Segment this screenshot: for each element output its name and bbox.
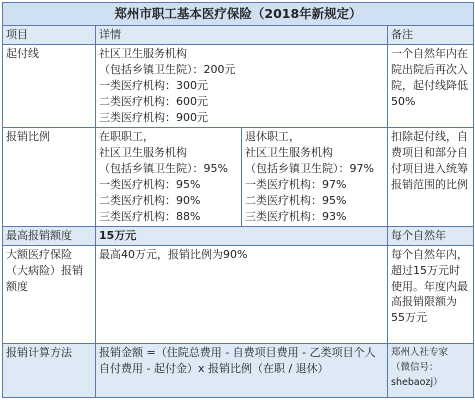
reimbursement-retired: [242, 128, 388, 227]
deductible-line: 三类医疗机构：900元: [99, 110, 208, 124]
employed-line: 三类医疗机构：88%: [99, 209, 201, 223]
retired-line: （包括乡镇卫生院）：97%: [245, 161, 374, 175]
max-limit-note: 每个自然年: [388, 226, 474, 245]
reimbursement-note: 扣除起付线，自费项目和部分自付项目进入统筹报销范围的比例: [388, 128, 474, 227]
retired-line: 二类医疗机构：95%: [245, 193, 347, 207]
deductible-line: 社区卫生服务机构: [99, 47, 187, 61]
retired-line: 一类医疗机构：97%: [245, 177, 347, 191]
retired-line: 社区卫生服务机构: [245, 146, 333, 159]
deductible-line: （包括乡镇卫生院）：200元: [99, 63, 236, 76]
major-illness-label: 大额医疗保险（大病险）报销额度: [3, 245, 96, 343]
table-title: 郑州市职工基本医疗保险（2018年新规定）: [3, 3, 474, 26]
employed-line: （包括乡镇卫生院）：95%: [99, 161, 228, 175]
formula-note-line: shebaozj）: [391, 377, 443, 388]
formula-text: 报销金额 =（住院总费用 - 自费项目费用 - 乙类项目个人自付费用 - 起付金）x 报销比例（在职 / 退休）: [96, 343, 388, 397]
major-illness-note: 每个自然年内，超过15万元时使用。年度内最高报销限额为55万元: [388, 245, 474, 343]
deductible-detail: [96, 45, 388, 128]
employed-line: 社区卫生服务机构: [99, 146, 187, 159]
formula-note-line: 郑州人社专家: [391, 346, 449, 358]
employed-line: 一类医疗机构：95%: [99, 177, 201, 191]
max-limit-label: 最高报销额度: [3, 226, 96, 245]
formula-note: [388, 343, 474, 397]
major-illness-value: 最高40万元，报销比例为90%: [96, 245, 388, 343]
retired-line: 退休职工，: [245, 130, 300, 144]
employed-line: 二类医疗机构：90%: [99, 193, 201, 207]
max-limit-value: 15万元: [96, 226, 388, 245]
formula-note-line: （微信号：: [391, 361, 439, 373]
deductible-note: 一个自然年内在院出院后再次入院，起付线降低50%: [388, 45, 474, 128]
header-note: 备注: [388, 26, 474, 45]
retired-line: 三类医疗机构：93%: [245, 209, 347, 223]
formula-label: 报销计算方法: [3, 343, 96, 397]
deductible-line: 一类医疗机构：300元: [99, 78, 208, 92]
reimbursement-label: 报销比例: [3, 128, 96, 227]
header-item: 项目: [3, 26, 96, 45]
deductible-line: 二类医疗机构：600元: [99, 94, 208, 108]
deductible-label: 起付线: [3, 45, 96, 128]
reimbursement-employed: [96, 128, 242, 227]
header-detail: 详情: [96, 26, 388, 45]
employed-line: 在职职工，: [99, 130, 154, 144]
insurance-table: [2, 2, 474, 398]
